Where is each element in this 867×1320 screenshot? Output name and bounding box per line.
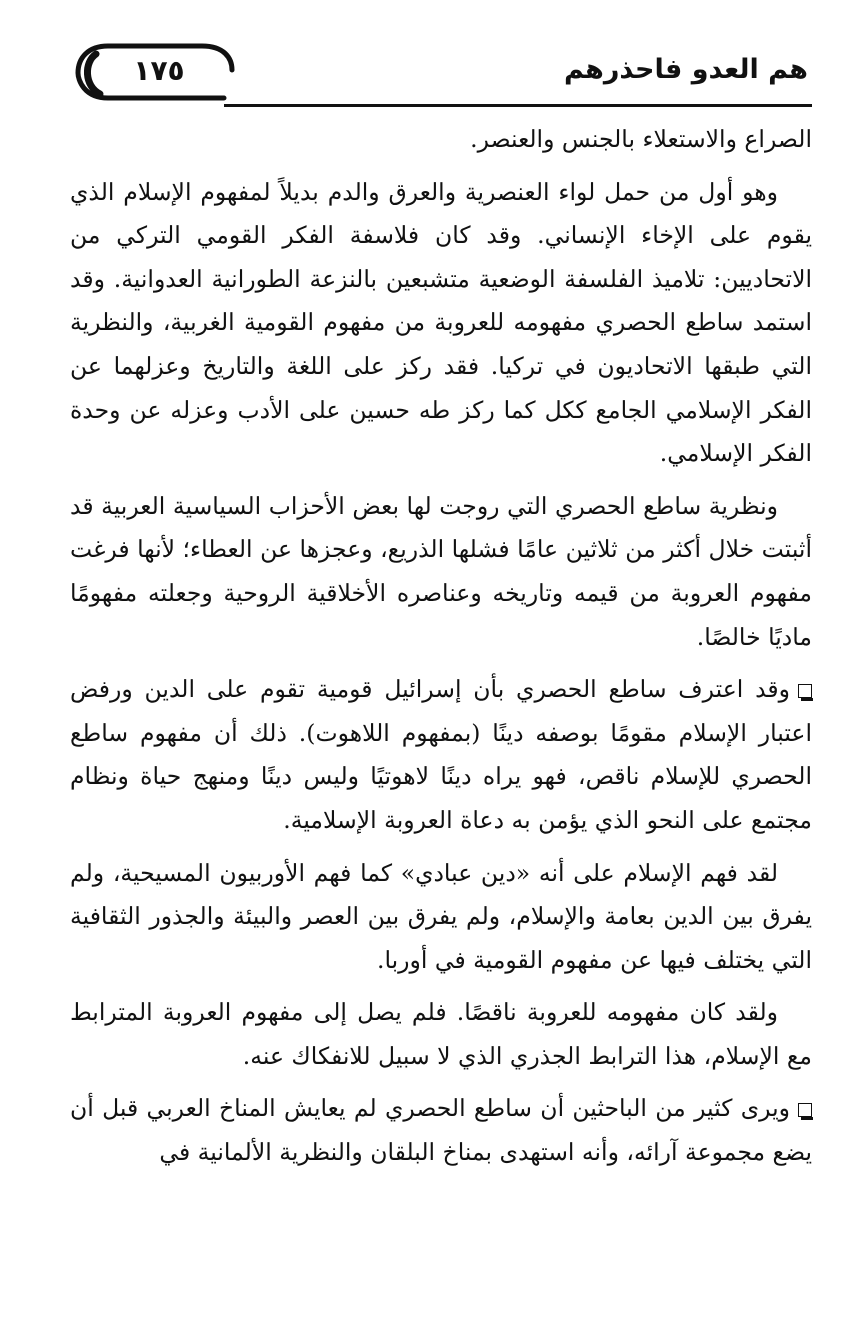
header-rule [224,104,812,107]
square-bullet-icon [798,1103,812,1117]
page-number: ١٧٥ [133,54,185,87]
paragraph [70,852,812,983]
paragraph [70,991,812,1078]
paragraph-text: ولقد كان مفهومه للعروبة ناقصًا. فلم يصل إلى مفهوم العروبة المترابط مع الإسلام، هذا الترابط الجذري الذي لا سبيل للانفكاك عنه. [70,998,812,1070]
paragraph-text: لقد فهم الإسلام على أنه «دين عبادي» كما فهم الأوربيون المسيحية، ولم يفرق بين الدين بعامة والإسلام، ولم يفرق بين العصر والبيئة والجذور الثقافية التي يختلف فيها عن مفهوم القومية في أوربا. [70,858,812,974]
running-title: هم العدو فاحذرهم [563,54,808,85]
paragraph [70,485,812,659]
body-text [70,118,812,1184]
bullet-paragraph [70,1087,812,1174]
bullet-paragraph [70,668,812,842]
paragraph-text: ويرى كثير من الباحثين أن ساطع الحصري لم يعايش المناخ العربي قبل أن يضع مجموعة آرائه، وأنه استهدى بمناخ البلقان والنظرية الألمانية في [70,1094,812,1167]
paragraph-text: وهو أول من حمل لواء العنصرية والعرق والدم بديلاً لمفهوم الإسلام الذي يقوم على الإخاء الإنساني. وقد كان فلاسفة الفكر القومي التركي من الاتحاديين: تلاميذ الفلسفة الوضعية متشبعين بالنزعة الطورانية العدوانية. وقد استمد ساطع الحصري مفهومه للعروبة من مفهوم القومية الغربية، والنظرية التي طبقها الاتحاديون في تركيا. فقد ركز على اللغة والتاريخ وعزلهما عن الفكر الإسلامي الجامع ككل كما ركز طه حسين على الأدب وعزله عن وحدة الفكر الإسلامي. [70,177,812,468]
paragraph-text: ونظرية ساطع الحصري التي روجت لها بعض الأحزاب السياسية العربية قد أثبتت خلال أكثر من ثلاثين عامًا فشلها الذريع، وعجزها عن العطاء؛ لأنها فرغت مفهوم العروبة من قيمه وتاريخه وعناصره الأخلاقية الروحية وجعلته مفهومًا ماديًا خالصًا. [70,491,812,651]
paragraph-text: الصراع والاستعلاء بالجنس والعنصر. [470,125,812,153]
paragraph [70,118,812,162]
page-number-badge [74,40,244,110]
square-bullet-icon [798,684,812,698]
paragraph [70,171,812,476]
paragraph-text: وقد اعترف ساطع الحصري بأن إسرائيل قومية تقوم على الدين ورفض اعتبار الإسلام مقومًا بوصفه دينًا (بمفهوم اللاهوت). ذلك أن مفهوم ساطع الحصري للإسلام ناقص، فهو يراه دينًا لاهوتيًا وليس دينًا ومنهج حياة ونظام مجتمع على النحو الذي يؤمن به دعاة العروبة الإسلامية. [70,675,812,834]
page-header [72,38,812,118]
